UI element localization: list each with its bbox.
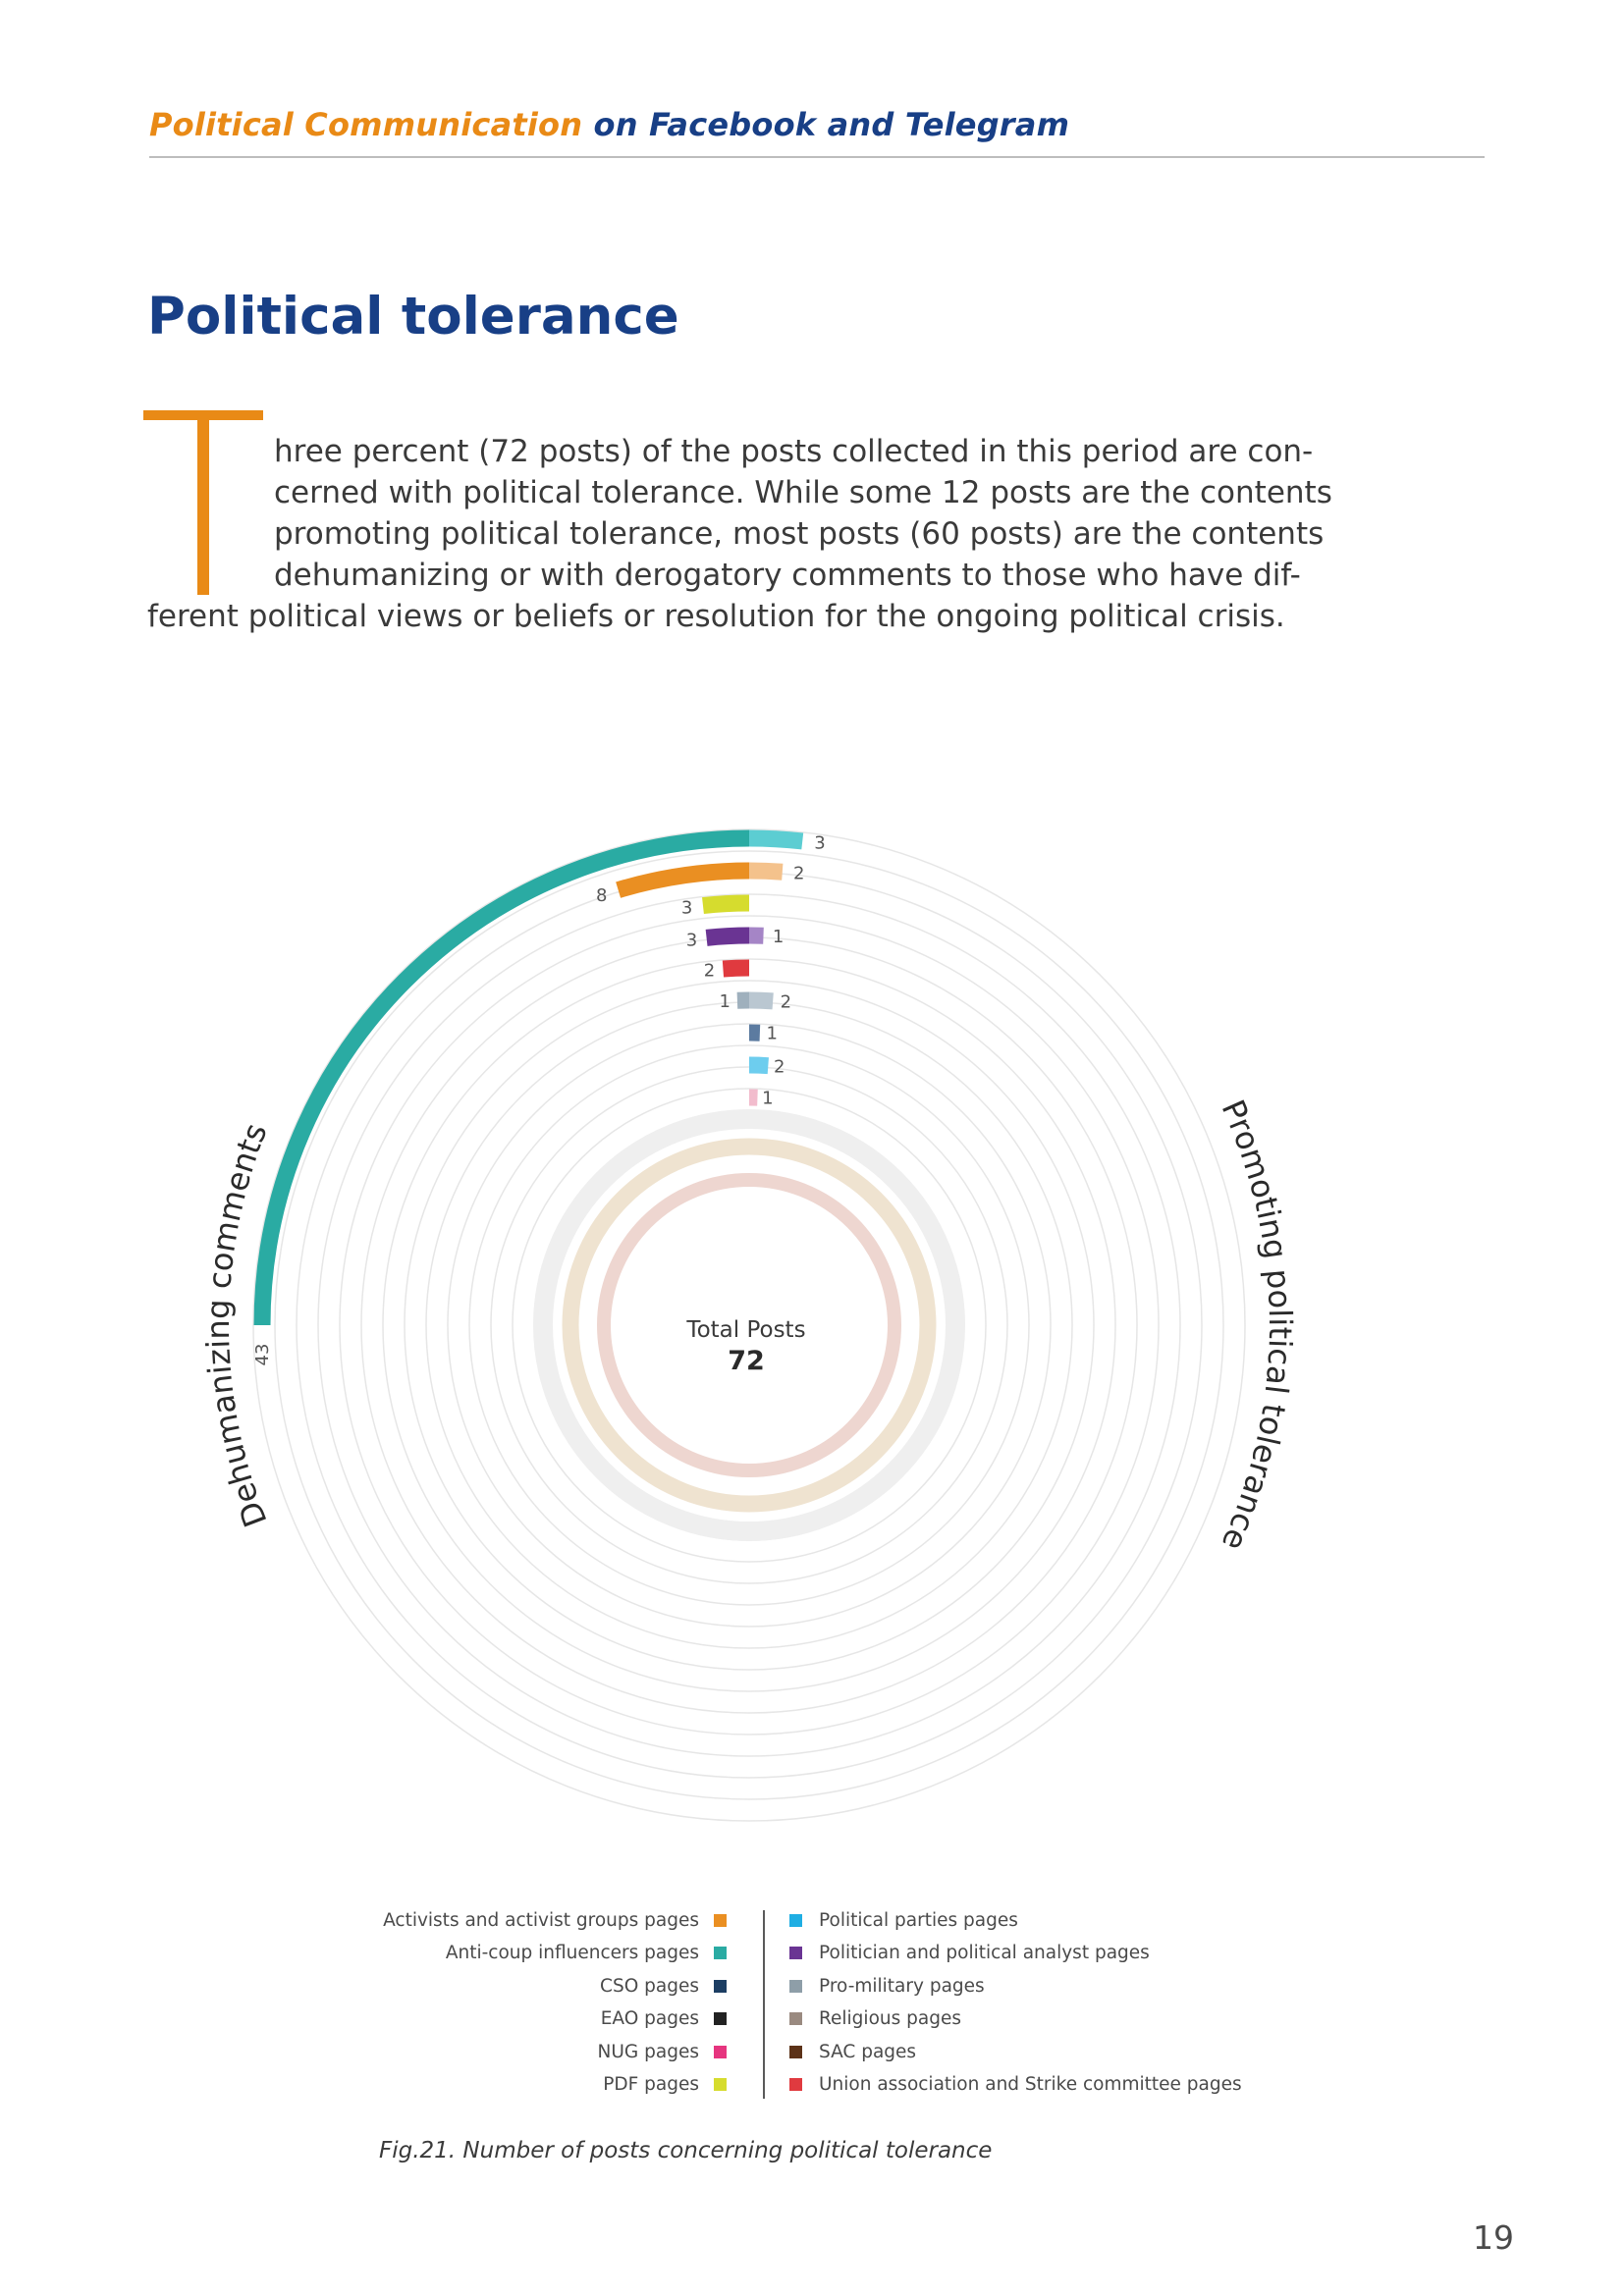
value-label: 1: [766, 1023, 778, 1044]
section-title: Political tolerance: [147, 287, 679, 347]
intro-line-2: cerned with political tolerance. While some 12 posts are the contents: [274, 475, 1332, 510]
bar-dehumanizing: [707, 935, 749, 937]
legend-swatch: [714, 2046, 727, 2058]
bar-dehumanizing: [703, 903, 749, 906]
legend-item: [787, 2068, 1298, 2101]
value-label: 2: [780, 991, 792, 1013]
intro-line-4: dehumanizing or with derogatory comments to those who have dif-: [274, 558, 1301, 593]
legend-swatch: [714, 1980, 727, 1993]
bar-promoting: [749, 838, 802, 841]
drop-cap-t: [143, 410, 263, 595]
figure-caption: Fig.21. Number of posts concerning political tolerance: [379, 2138, 993, 2163]
intro-line-5: ferent political views or beliefs or resolution for the ongoing political crisis.: [147, 599, 1285, 634]
bar-promoting: [749, 1000, 773, 1001]
radial-bar-chart: [0, 766, 1624, 1865]
chart-bars: [262, 838, 805, 1325]
legend-swatch: [714, 1947, 727, 1959]
legend-label: Political parties pages: [819, 1910, 1018, 1931]
value-label: 2: [792, 863, 805, 884]
legend-item: [787, 2002, 1298, 2035]
value-label: 3: [680, 897, 693, 919]
running-header: [149, 106, 1485, 143]
legend-item: [236, 1970, 746, 2002]
legend-item: [787, 1904, 1298, 1937]
legend-item: [236, 2068, 746, 2101]
center-value: 72: [728, 1346, 765, 1376]
legend-label: CSO pages: [600, 1975, 699, 1997]
intro-line-3: promoting political tolerance, most posts (60 posts) are the contents: [274, 516, 1325, 552]
bar-dehumanizing: [723, 968, 749, 969]
center-label: Total Posts: [686, 1317, 806, 1343]
value-label: 2: [773, 1056, 785, 1078]
value-label: 1: [762, 1088, 774, 1109]
legend-swatch: [789, 1947, 802, 1959]
right-group-label: [1215, 1095, 1299, 1556]
bar-promoting: [749, 1065, 768, 1066]
value-label: 43: [252, 1343, 273, 1366]
running-header-part1: Political Communication: [149, 106, 583, 143]
legend-item: [787, 1937, 1298, 1969]
legend-item: [787, 2036, 1298, 2068]
legend-label: Activists and activist groups pages: [383, 1910, 699, 1931]
legend-label: Politician and political analyst pages: [819, 1943, 1150, 1964]
legend-divider: [763, 1910, 765, 2099]
value-label: 8: [595, 885, 608, 907]
legend-label: EAO pages: [600, 2008, 699, 2030]
right-group-label-text: Promoting political tolerance: [1214, 1094, 1300, 1557]
legend-swatch: [714, 1914, 727, 1927]
legend-label: Anti-coup influencers pages: [445, 1943, 699, 1964]
legend-left-column: [236, 1904, 746, 2101]
legend-swatch: [789, 1980, 802, 1993]
legend-swatch: [714, 2012, 727, 2025]
legend-swatch: [714, 2078, 727, 2091]
legend-label: Pro-military pages: [819, 1975, 985, 1997]
value-label: 2: [703, 960, 716, 982]
value-label: 1: [719, 990, 731, 1012]
running-header-part2: on Facebook and Telegram: [582, 106, 1070, 143]
legend-swatch: [789, 1914, 802, 1927]
legend-item: [236, 2036, 746, 2068]
intro-line-1: hree percent (72 posts) of the posts collected in this period are con-: [274, 434, 1314, 469]
page-number: 19: [1473, 2218, 1514, 2257]
legend-item: [236, 1904, 746, 1937]
value-label: 1: [772, 926, 785, 947]
legend-item: [787, 1970, 1298, 2002]
legend-item: [236, 1937, 746, 1969]
left-group-label-text: Dehumanizing comments: [198, 1118, 275, 1532]
value-label: 3: [814, 832, 826, 854]
legend-label: SAC pages: [819, 2041, 917, 2062]
bar-dehumanizing: [619, 871, 749, 890]
legend-label: Religious pages: [819, 2008, 961, 2030]
legend-swatch: [789, 2012, 802, 2025]
bar-promoting: [749, 871, 783, 872]
legend-right-column: [787, 1904, 1298, 2101]
legend-swatch: [789, 2078, 802, 2091]
value-label: 3: [685, 930, 698, 951]
legend-label: PDF pages: [603, 2073, 699, 2095]
legend-item: [236, 2002, 746, 2035]
legend-label: NUG pages: [597, 2041, 699, 2062]
legend-swatch: [789, 2046, 802, 2058]
legend-label: Union association and Strike committee pages: [819, 2073, 1242, 2095]
header-divider: [149, 156, 1485, 158]
